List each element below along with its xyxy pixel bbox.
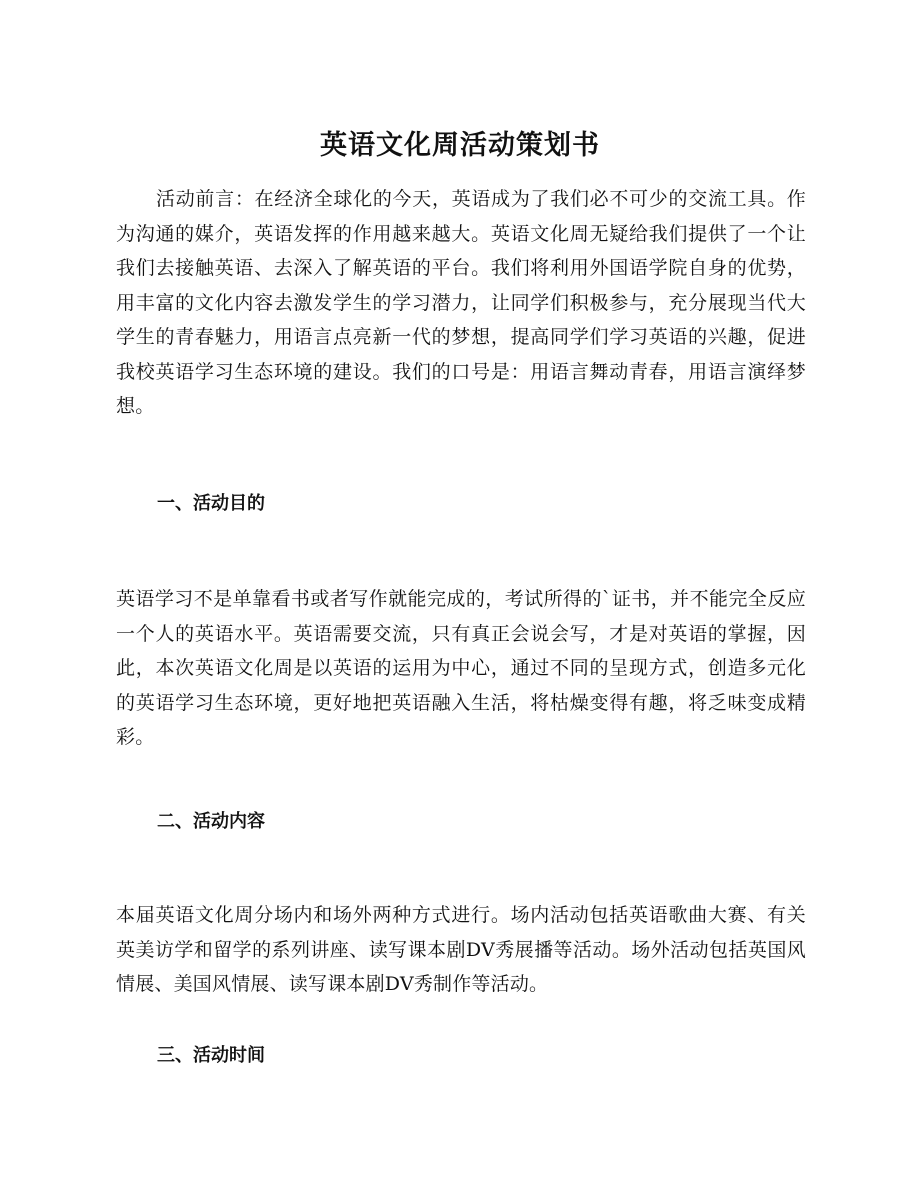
- section-body-purpose: 英语学习不是单靠看书或者写作就能完成的，考试所得的`证书，并不能完全反应一个人的英语水平。英语需要交流，只有真正会说会写，才是对英语的掌握，因此，本次英语文化周是以英语的运用为中心，通过不同的呈现方式，创造多元化的英语学习生态环境，更好地把英语融入生活，将枯燥变得有趣，将乏味变成精彩。: [116, 588, 806, 748]
- section-heading-time: 三、活动时间: [157, 1045, 265, 1066]
- section-heading-content: 二、活动内容: [157, 811, 265, 832]
- section-body-content: 本届英语文化周分场内和场外两种方式进行。场内活动包括英语歌曲大赛、有关英美访学和留学的系列讲座、读写课本剧DV秀展播等活动。场外活动包括英国风情展、美国风情展、读写课本剧DV秀制作等活动。: [116, 904, 806, 995]
- section-heading-purpose: 一、活动目的: [157, 493, 265, 514]
- document-title: 英语文化周活动策划书: [320, 130, 600, 162]
- intro-paragraph: 活动前言：在经济全球化的今天，英语成为了我们必不可少的交流工具。作为沟通的媒介，英语发挥的作用越来越大。英语文化周无疑给我们提供了一个让我们去接触英语、去深入了解英语的平台。我们将利用外国语学院自身的优势，用丰富的文化内容去激发学生的学习潜力，让同学们积极参与，充分展现当代大学生的青春魅力，用语言点亮新一代的梦想，提高同学们学习英语的兴趣，促进我校英语学习生态环境的建设。我们的口号是：用语言舞动青春，用语言演绎梦想。: [116, 188, 806, 417]
